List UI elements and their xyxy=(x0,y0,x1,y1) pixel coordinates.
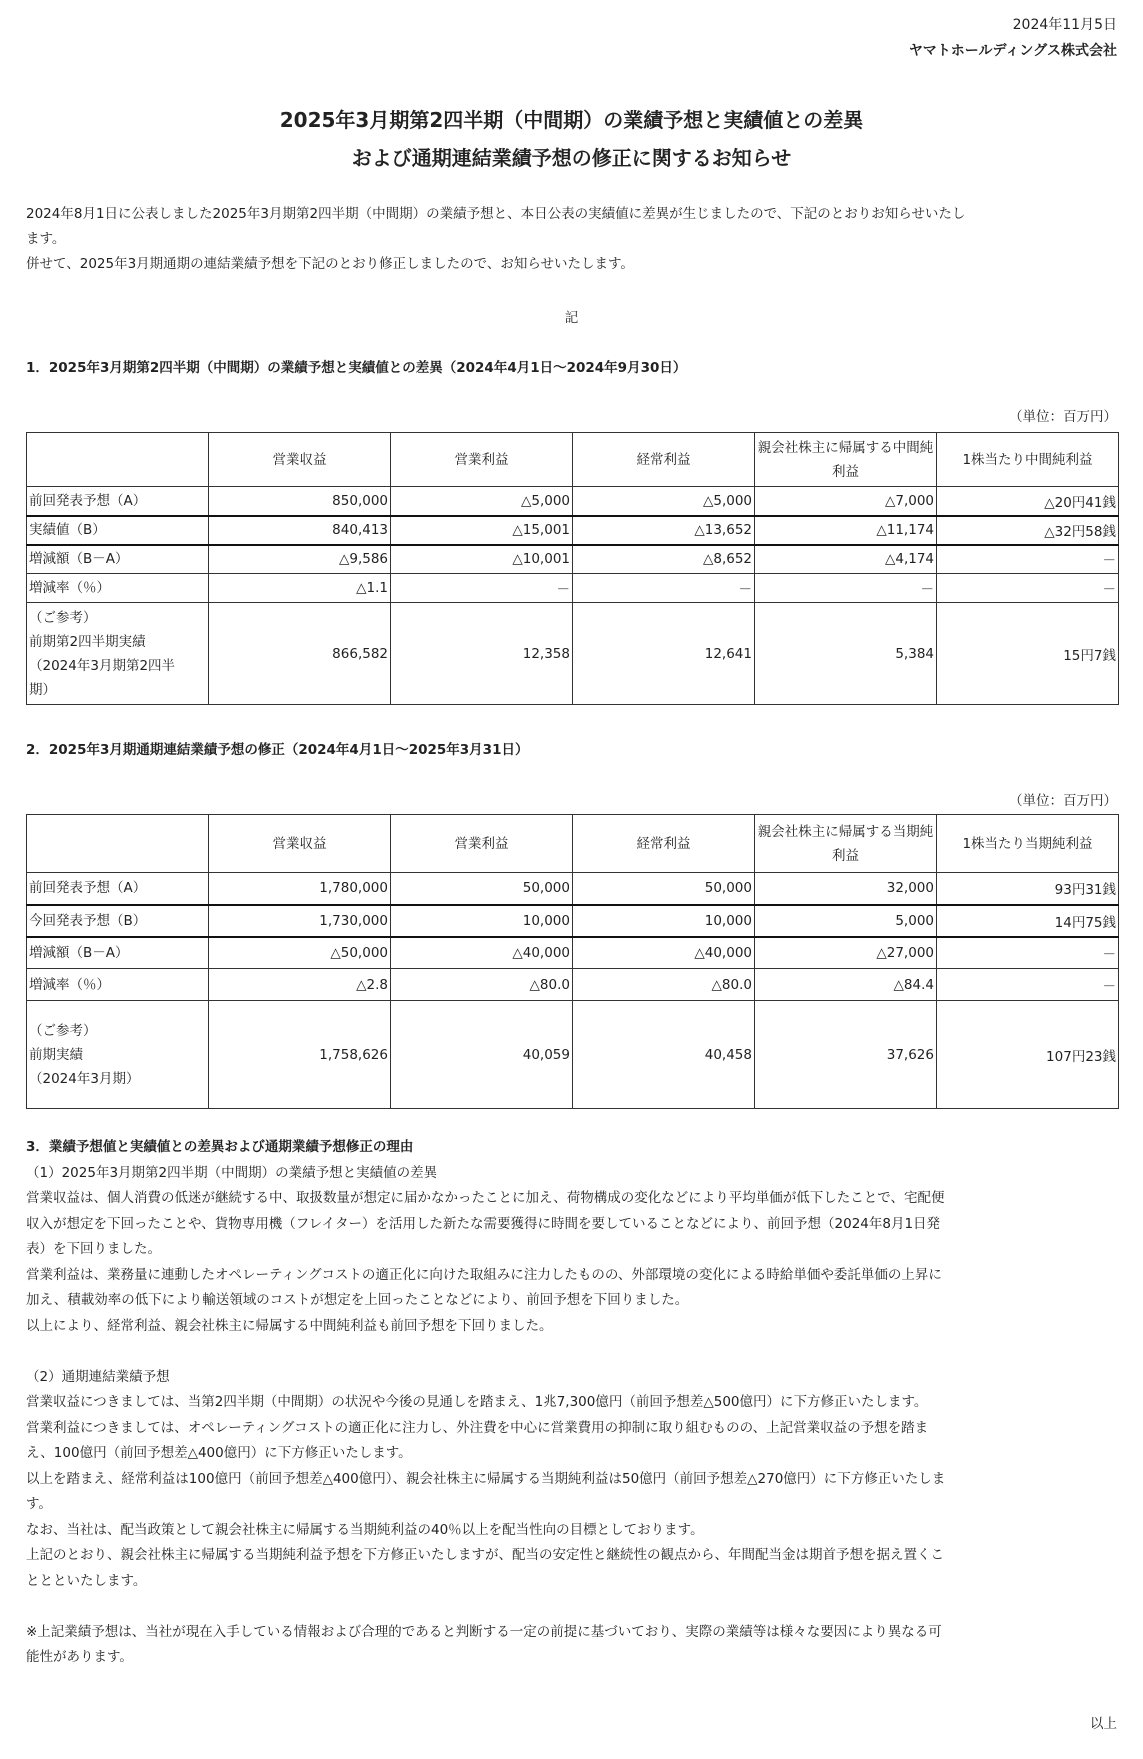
intro-line: 2024年8月1日に公表しました2025年3月期第2四半期（中間期）の業績予想と、本日公表の実績値に差異が生じましたので、下記のとおりお知らせいたし xyxy=(26,206,966,222)
row-label-line: 前回発表予想（A） xyxy=(29,880,147,897)
row-label-line: 増減率（％） xyxy=(29,976,110,993)
row-label xyxy=(27,545,209,574)
table-cell: △50,000 xyxy=(209,937,391,969)
table-cell: 5,384 xyxy=(755,603,937,705)
table-cell: 12,358 xyxy=(391,603,573,705)
section2-title: 2．2025年3月期通期連結業績予想の修正（2024年4月1日～2025年3月31日） xyxy=(26,742,529,758)
table-cell: △40,000 xyxy=(391,937,573,969)
table-cell: － xyxy=(937,937,1119,969)
text-line: 営業収益につきましては、当第2四半期（中間期）の状況や今後の見通しを踏まえ、1兆7,300億円（前回予想差△500億円）に下方修正いたします。 xyxy=(26,1394,928,1410)
table-cell: △80.0 xyxy=(391,969,573,1001)
table-cell: 50,000 xyxy=(573,873,755,905)
table-cell: － xyxy=(391,574,573,603)
row-label-line: 前期第2四半期実績 xyxy=(29,633,146,650)
row-label-line: （2024年3月期） xyxy=(29,1070,140,1087)
table-row xyxy=(27,545,1119,574)
section3-title: 3．業績予想値と実績値との差異および通期業績予想修正の理由 xyxy=(26,1139,414,1155)
text-line: 表）を下回りました。 xyxy=(26,1241,161,1257)
table-cell: △27,000 xyxy=(755,937,937,969)
row-label-line: 期） xyxy=(29,681,56,698)
company-name: ヤマトホールディングス株式会社 xyxy=(908,43,1117,59)
table-cell: △5,000 xyxy=(573,487,755,516)
section3-sub2-body xyxy=(26,1390,1121,1594)
header-blank-cell xyxy=(27,433,209,487)
table-cell: 15円7銭 xyxy=(937,603,1119,705)
table-cell: － xyxy=(937,574,1119,603)
table-cell: 12,641 xyxy=(573,603,755,705)
row-label xyxy=(27,603,209,705)
text-line: す。 xyxy=(26,1496,52,1512)
table-cell: △15,001 xyxy=(391,516,573,545)
table-cell: － xyxy=(573,574,755,603)
table-cell: △7,000 xyxy=(755,487,937,516)
row-label-line: 増減額（B－A） xyxy=(29,944,129,961)
row-label-line: （ご参考） xyxy=(29,609,97,626)
table-cell: △9,586 xyxy=(209,545,391,574)
row-label-line: （2024年3月期第2四半 xyxy=(29,657,176,674)
table-header-row xyxy=(27,815,1119,873)
table-cell: 840,413 xyxy=(209,516,391,545)
table-cell: 37,626 xyxy=(755,1001,937,1109)
row-label xyxy=(27,969,209,1001)
ki-mark: 記 xyxy=(564,310,579,326)
text-line: え、100億円（前回予想差△400億円）に下方修正いたします。 xyxy=(26,1445,412,1461)
column-header: 営業収益 xyxy=(209,433,391,487)
table-cell: △84.4 xyxy=(755,969,937,1001)
row-label-line: 前回発表予想（A） xyxy=(29,492,147,509)
table-cell: 10,000 xyxy=(391,905,573,937)
column-header: 経常利益 xyxy=(573,815,755,873)
table-cell: 50,000 xyxy=(391,873,573,905)
table-cell: △8,652 xyxy=(573,545,755,574)
column-header: 営業利益 xyxy=(391,433,573,487)
table-row xyxy=(27,873,1119,905)
forecast-vs-actual-table xyxy=(26,432,1119,705)
table-cell: △32円58銭 xyxy=(937,516,1119,545)
table-cell: 1,758,626 xyxy=(209,1001,391,1109)
disclaimer-note xyxy=(26,1620,1121,1671)
table-cell: △11,174 xyxy=(755,516,937,545)
table-cell: △13,652 xyxy=(573,516,755,545)
table-cell: 40,059 xyxy=(391,1001,573,1109)
table-cell: 10,000 xyxy=(573,905,755,937)
table-cell: △10,001 xyxy=(391,545,573,574)
table-cell: △4,174 xyxy=(755,545,937,574)
table-cell: － xyxy=(937,545,1119,574)
table-row xyxy=(27,969,1119,1001)
text-line: 営業利益につきましては、オペレーティングコストの適正化に注力し、外注費を中心に営業費用の抑制に取り組むものの、上記営業収益の予想を踏ま xyxy=(26,1419,929,1436)
table-row xyxy=(27,574,1119,603)
table-cell: － xyxy=(937,969,1119,1001)
table-row xyxy=(27,1001,1119,1109)
column-header: 1株当たり当期純利益 xyxy=(937,815,1119,873)
section3 xyxy=(26,1135,1121,1671)
header-blank-cell xyxy=(27,815,209,873)
table-cell: 32,000 xyxy=(755,873,937,905)
text-line: 加え、積載効率の低下により輸送領域のコストが想定を上回ったことなどにより、前回予想を下回りました。 xyxy=(26,1292,689,1308)
table-cell: △80.0 xyxy=(573,969,755,1001)
text-line: 以上により、経常利益、親会社株主に帰属する中間純利益も前回予想を下回りました。 xyxy=(26,1317,553,1334)
table-cell: 1,780,000 xyxy=(209,873,391,905)
intro-line: ます。 xyxy=(26,231,66,247)
intro-paragraph xyxy=(26,202,1116,277)
column-header: 営業収益 xyxy=(209,815,391,873)
text-line: 営業収益は、個人消費の低迷が継続する中、取扱数量が想定に届かなかったことに加え、荷物構成の変化などにより平均単価が低下したことで、宅配便 xyxy=(26,1190,945,1206)
row-label xyxy=(27,574,209,603)
text-line: 能性があります。 xyxy=(26,1649,133,1665)
document-title-line1: 2025年3月期第2四半期（中間期）の業績予想と実績値との差異 xyxy=(279,108,864,132)
table-cell: △2.8 xyxy=(209,969,391,1001)
table-cell: 1,730,000 xyxy=(209,905,391,937)
text-line: ととといたします。 xyxy=(26,1572,147,1589)
table-cell: 40,458 xyxy=(573,1001,755,1109)
text-line: なお、当社は、配当政策として親会社株主に帰属する当期純利益の40％以上を配当性向の目標としております。 xyxy=(26,1521,704,1538)
row-label-line: 実績値（B） xyxy=(29,522,106,538)
column-header: 親会社株主に帰属する当期純利益 xyxy=(755,815,937,873)
text-line: 営業利益は、業務量に連動したオペレーティングコストの適正化に向けた取組みに注力したものの、外部環境の変化による時給単価や委託単価の上昇に xyxy=(26,1266,942,1283)
full-year-revision-table xyxy=(26,814,1119,1109)
row-label xyxy=(27,905,209,937)
text-line: 以上を踏まえ、経常利益は100億円（前回予想差△400億円）、親会社株主に帰属する当期純利益は50億円（前回予想差△270億円）に下方修正いたしま xyxy=(26,1470,946,1487)
section3-sub1-body xyxy=(26,1186,1121,1339)
column-header: 営業利益 xyxy=(391,815,573,873)
table-cell: △20円41銭 xyxy=(937,487,1119,516)
closing-mark: 以上 xyxy=(1090,1716,1117,1732)
column-header: 1株当たり中間純利益 xyxy=(937,433,1119,487)
row-label xyxy=(27,937,209,969)
table-cell: △5,000 xyxy=(391,487,573,516)
table-row xyxy=(27,516,1119,545)
table-cell: △40,000 xyxy=(573,937,755,969)
text-line: 収入が想定を下回ったことや、貨物専用機（フレイター）を活用した新たな需要獲得に時間を要していることなどにより、前回予想（2024年8月1日発 xyxy=(26,1215,941,1232)
text-line: ※上記業績予想は、当社が現在入手している情報および合理的であると判断する一定の前提に基づいており、実際の業績等は様々な要因により異なる可 xyxy=(26,1623,942,1640)
row-label xyxy=(27,873,209,905)
table-row xyxy=(27,905,1119,937)
row-label xyxy=(27,1001,209,1109)
column-header: 親会社株主に帰属する中間純利益 xyxy=(755,433,937,487)
section2-unit: （単位：百万円） xyxy=(1009,793,1117,809)
table-cell: 850,000 xyxy=(209,487,391,516)
row-label xyxy=(27,516,209,545)
table-cell: － xyxy=(755,574,937,603)
row-label-line: 増減額（B－A） xyxy=(29,551,129,568)
table-cell: 866,582 xyxy=(209,603,391,705)
section1-unit: （単位：百万円） xyxy=(1009,409,1117,425)
row-label-line: 今回発表予想（B） xyxy=(29,912,147,929)
table-cell: 14円75銭 xyxy=(937,905,1119,937)
row-label-line: 増減率（％） xyxy=(29,580,110,596)
column-header: 経常利益 xyxy=(573,433,755,487)
row-label xyxy=(27,487,209,516)
section3-sub2-title: （2）通期連結業績予想 xyxy=(26,1368,170,1385)
section3-sub1-title: （1）2025年3月期第2四半期（中間期）の業績予想と実績値の差異 xyxy=(26,1164,438,1181)
document-title-line2: および通期連結業績予想の修正に関するお知らせ xyxy=(351,146,792,170)
intro-line: 併せて、2025年3月期通期の連結業績予想を下記のとおり修正しましたので、お知らせいたします。 xyxy=(26,256,634,272)
table-row xyxy=(27,603,1119,705)
row-label-line: （ご参考） xyxy=(29,1022,97,1039)
table-cell: 93円31銭 xyxy=(937,873,1119,905)
text-line: 上記のとおり、親会社株主に帰属する当期純利益予想を下方修正いたしますが、配当の安定性と継続性の観点から、年間配当金は期首予想を据え置くこ xyxy=(26,1547,944,1563)
table-cell: 107円23銭 xyxy=(937,1001,1119,1109)
table-row xyxy=(27,487,1119,516)
document-date: 2024年11月5日 xyxy=(1012,17,1117,33)
row-label-line: 前期実績 xyxy=(29,1046,83,1063)
table-row xyxy=(27,937,1119,969)
table-cell: 5,000 xyxy=(755,905,937,937)
table-cell: △1.1 xyxy=(209,574,391,603)
section1-title: 1．2025年3月期第2四半期（中間期）の業績予想と実績値との差異（2024年4月1日～2024年9月30日） xyxy=(26,360,687,376)
table-header-row xyxy=(27,433,1119,487)
